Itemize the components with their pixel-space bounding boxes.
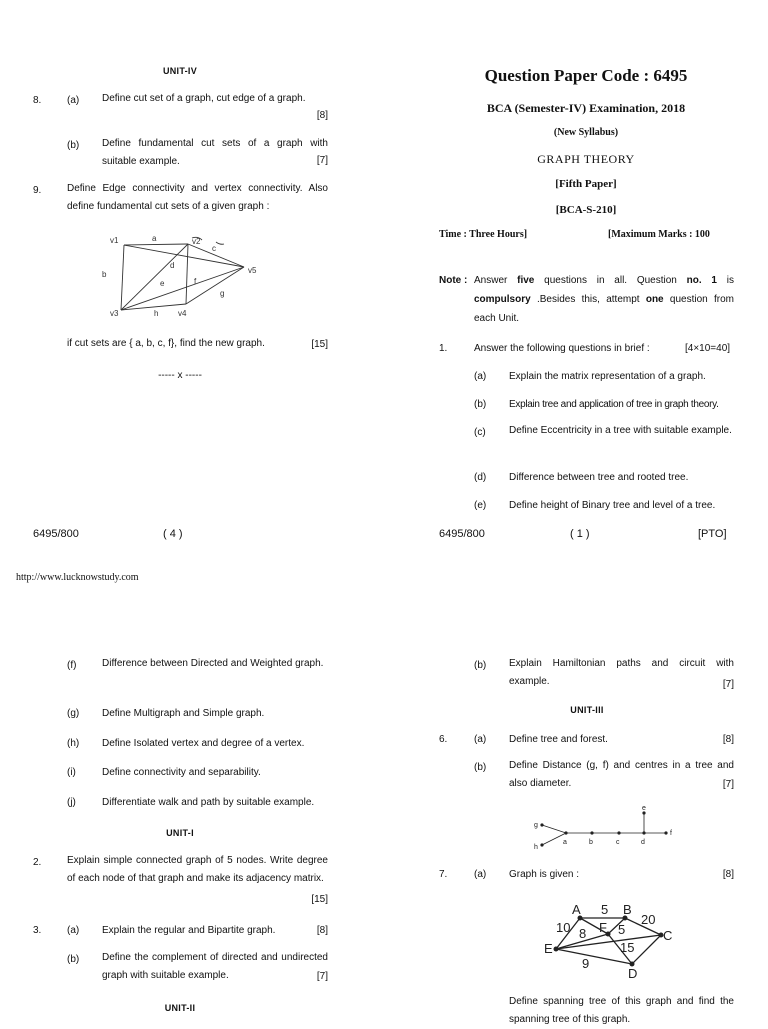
q1-item-text: Differentiate walk and path by suitable example. bbox=[102, 797, 315, 808]
q9-sketch-label: v5 bbox=[248, 266, 257, 275]
course-code: [BCA-S-210] bbox=[555, 204, 617, 216]
tree-label: f bbox=[670, 830, 672, 837]
graph-node-label: B bbox=[623, 902, 632, 917]
q7-number: 7. bbox=[439, 869, 448, 880]
q1-item-text: Explain the matrix representation of a graph. bbox=[509, 371, 706, 382]
exam-title: BCA (Semester-IV) Examination, 2018 bbox=[486, 101, 686, 115]
graph-node-label: F bbox=[599, 920, 607, 935]
q8a-text: Define cut set of a graph, cut edge of a graph. bbox=[102, 93, 306, 104]
tree-node bbox=[590, 831, 593, 834]
q1-item-text: Define height of Binary tree and level of a tree. bbox=[509, 500, 716, 511]
q1-marks: [4×10=40] bbox=[685, 343, 731, 354]
q8b-marks: [7] bbox=[316, 155, 328, 166]
edge-weight-label: 20 bbox=[641, 912, 656, 927]
q6b-label: (b) bbox=[474, 762, 487, 773]
q3b-text: Define the complement of directed and undirected graph with suitable example. bbox=[102, 952, 328, 981]
q8-number: 8. bbox=[33, 95, 42, 106]
footer-code: 6495/800 bbox=[439, 528, 485, 540]
q1-item-text: Define connectivity and separability. bbox=[102, 767, 261, 778]
graph-node-label: C bbox=[663, 928, 673, 943]
tree-node bbox=[564, 831, 567, 834]
q1-item-label: (e) bbox=[474, 500, 487, 511]
q3a-text: Explain the regular and Bipartite graph. bbox=[102, 925, 276, 936]
tree-label: h bbox=[534, 844, 538, 851]
unit-iii-heading: UNIT-III bbox=[570, 705, 604, 715]
q6a-label: (a) bbox=[474, 734, 487, 745]
edge-weight-label: 10 bbox=[556, 920, 571, 935]
edge-weight-label: 5 bbox=[618, 922, 626, 937]
q7-after-text: Define spanning tree of this graph and find the spanning tree of this graph. bbox=[509, 996, 734, 1025]
q1-item-label: (c) bbox=[474, 427, 486, 438]
q1-item-text: Define Multigraph and Simple graph. bbox=[102, 708, 265, 719]
q6a-marks: [8] bbox=[722, 734, 734, 745]
source-url: http://www.lucknowstudy.com bbox=[16, 572, 139, 583]
tree-node bbox=[540, 843, 543, 846]
tree-label: a bbox=[563, 839, 567, 846]
q9-sketch-label: c bbox=[212, 244, 216, 253]
q7a-label: (a) bbox=[474, 869, 487, 880]
tree-label: b bbox=[589, 839, 593, 846]
q9-sketch-label: v1 bbox=[110, 236, 119, 245]
q5b-marks: [7] bbox=[722, 679, 734, 690]
q3-number: 3. bbox=[33, 925, 42, 936]
footer-pto: [PTO] bbox=[698, 528, 727, 540]
q3a-label: (a) bbox=[67, 925, 80, 936]
q8b-text: Define fundamental cut sets of a graph with suitable example. bbox=[102, 138, 328, 167]
tree-node bbox=[540, 823, 543, 826]
q1-item-label: (f) bbox=[67, 660, 77, 671]
q3a-marks: [8] bbox=[316, 925, 328, 936]
q2-text: Explain simple connected graph of 5 nodes. Write degree of each node of that graph and make its adjacency matrix. bbox=[67, 855, 328, 884]
graph-node bbox=[554, 947, 559, 952]
q9-sketch-label: e bbox=[160, 279, 165, 288]
q1-item-text: Define Isolated vertex and degree of a vertex. bbox=[102, 738, 305, 749]
q1-item-text: Define Eccentricity in a tree with suitable example. bbox=[509, 425, 732, 436]
footer-code: 6495/800 bbox=[33, 528, 79, 540]
footer-page-number: ( 4 ) bbox=[163, 528, 183, 540]
q1-item-label: (a) bbox=[474, 371, 487, 382]
tree-label: e bbox=[642, 805, 646, 812]
graph-node-label: D bbox=[628, 966, 638, 980]
q1-text: Answer the following questions in brief : bbox=[474, 343, 650, 354]
q9-number: 9. bbox=[33, 185, 42, 196]
q1-item-text: Difference between tree and rooted tree. bbox=[509, 472, 689, 483]
q9-sketch-label: v4 bbox=[178, 309, 187, 318]
q9-sketch-label: b bbox=[102, 270, 107, 279]
maximum-marks: [Maximum Marks : 100 bbox=[608, 229, 710, 240]
q1-item-label: (i) bbox=[67, 767, 76, 778]
edge-weight-label: 5 bbox=[601, 902, 609, 917]
q6-tree-figure bbox=[532, 803, 682, 855]
unit-i-heading: UNIT-I bbox=[166, 828, 194, 838]
edge-weight-label: 8 bbox=[579, 926, 587, 941]
q9-sketch-label: d bbox=[170, 261, 175, 270]
q1-item-text: Explain tree and application of tree in graph theory. bbox=[509, 399, 719, 410]
tree-label: c bbox=[616, 839, 620, 846]
tree-node bbox=[664, 831, 667, 834]
q6a-text: Define tree and forest. bbox=[509, 734, 608, 745]
q1-item-label: (h) bbox=[67, 738, 80, 749]
q8a-marks: [8] bbox=[316, 110, 328, 121]
q6b-text: Define Distance (g, f) and centres in a tree and also diameter. bbox=[509, 760, 734, 789]
subject-title: GRAPH THEORY bbox=[537, 152, 635, 166]
q9-graph-sketch bbox=[96, 230, 268, 322]
q5b-text: Explain Hamiltonian paths and circuit with example. bbox=[509, 658, 734, 687]
q7-weighted-graph bbox=[536, 898, 686, 980]
q1-item-label: (b) bbox=[474, 399, 487, 410]
q8b-label: (b) bbox=[67, 140, 80, 151]
question-paper-code: Question Paper Code : 6495 bbox=[484, 66, 688, 85]
exam-time: Time : Three Hours] bbox=[439, 229, 528, 240]
syllabus: (New Syllabus) bbox=[553, 127, 619, 138]
tree-label: g bbox=[534, 822, 538, 829]
end-marker: ----- x ----- bbox=[158, 370, 202, 381]
edge-weight-label: 9 bbox=[582, 956, 590, 971]
note-label: Note : bbox=[439, 275, 468, 286]
q9-marks: [15] bbox=[311, 339, 328, 350]
q8a-label: (a) bbox=[67, 95, 80, 106]
paper-number: [Fifth Paper] bbox=[555, 178, 617, 190]
unit-ii-heading: UNIT-II bbox=[164, 1003, 196, 1013]
q9-after-text: if cut sets are { a, b, c, f}, find the new graph. bbox=[67, 338, 265, 349]
q9-text: Define Edge connectivity and vertex connectivity. Also define fundamental cut sets of a given graph : bbox=[67, 183, 328, 212]
q7a-marks: [8] bbox=[722, 869, 734, 880]
q1-item-label: (g) bbox=[67, 708, 80, 719]
q1-item-label: (d) bbox=[474, 472, 487, 483]
q9-sketch-label: f bbox=[194, 277, 197, 286]
graph-node-label: E bbox=[544, 941, 553, 956]
footer-page-number: ( 1 ) bbox=[570, 528, 590, 540]
q6b-marks: [7] bbox=[722, 779, 734, 790]
q3b-label: (b) bbox=[67, 954, 80, 965]
tree-node bbox=[642, 831, 645, 834]
q1-number: 1. bbox=[439, 343, 448, 354]
graph-node-label: A bbox=[572, 902, 581, 917]
q9-sketch-label: v2 bbox=[192, 237, 201, 246]
q3b-marks: [7] bbox=[316, 971, 328, 982]
q6-number: 6. bbox=[439, 734, 448, 745]
q9-sketch-label: a bbox=[152, 234, 157, 243]
tree-node bbox=[617, 831, 620, 834]
q1-item-text: Difference between Directed and Weighted graph. bbox=[102, 658, 324, 669]
q7a-text: Graph is given : bbox=[509, 869, 580, 880]
q9-sketch-label: g bbox=[220, 289, 225, 298]
unit-iv-heading: UNIT-IV bbox=[162, 66, 198, 76]
note-text: Answer five questions in all. Question no. 1 is compulsory .Besides this, attempt one question from each Unit. bbox=[474, 275, 734, 324]
q9-sketch-label: v3 bbox=[110, 309, 119, 318]
q2-number: 2. bbox=[33, 857, 42, 868]
edge-weight-label: 15 bbox=[620, 940, 635, 955]
q1-item-label: (j) bbox=[67, 797, 76, 808]
q5b-label: (b) bbox=[474, 660, 487, 671]
tree-label: d bbox=[641, 839, 645, 846]
q9-sketch-label: h bbox=[154, 309, 159, 318]
q2-marks: [15] bbox=[311, 894, 328, 905]
